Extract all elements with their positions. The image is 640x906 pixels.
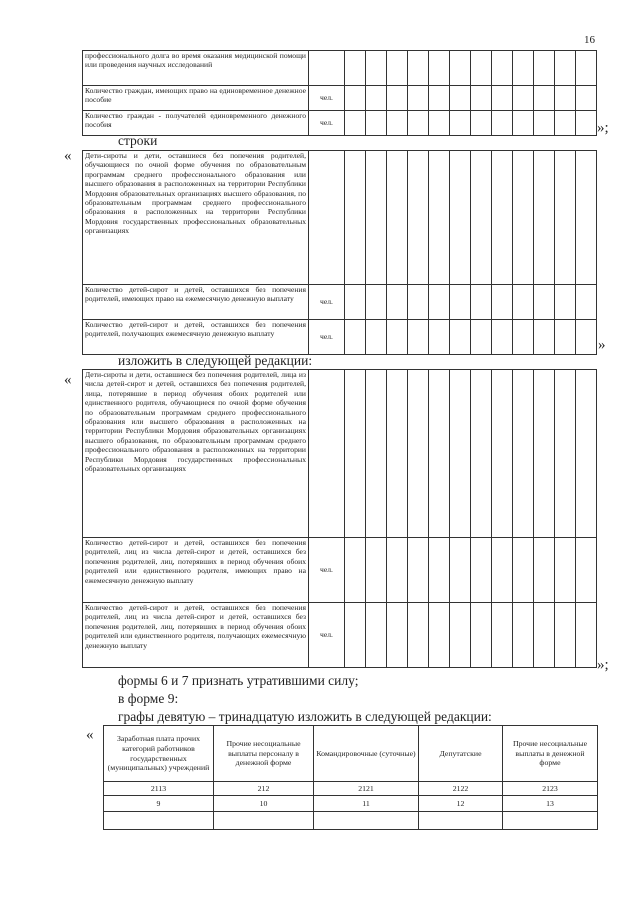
- table-row-numbers: [104, 796, 598, 812]
- open-quote: «: [64, 372, 72, 388]
- code-cell: 2123: [503, 782, 598, 796]
- row-label: Количество детей-сирот и детей, оставшихся без попечения родителей, имеющих право на ежемесячную денежную выплату: [83, 285, 309, 320]
- table-row: [83, 151, 597, 285]
- column-header: Прочие несоциальные выплаты персоналу в денежной форме: [214, 726, 314, 782]
- unit-cell: чел.: [309, 111, 345, 136]
- code-cell: 212: [214, 782, 314, 796]
- unit-cell: чел.: [309, 86, 345, 111]
- row-label: Дети-сироты и дети, оставшиеся без попечения родителей, обучающиеся по очной форме обучения по образовательным программам среднего профессионального образования или высшего образования в расположенных на территории Республики Мордовия образовательных организациях высшего образования, по образовательным программам среднего профессионального образования в расположенных на территории Республики Мордовия государственных профессиональных образовательных организациях: [83, 151, 309, 285]
- unit-cell: чел.: [309, 320, 345, 355]
- code-cell: 2121: [314, 782, 419, 796]
- close-quote: »;: [597, 657, 609, 673]
- row-label: Дети-сироты и дети, оставшиеся без попечения родителей, лица из числа детей-сирот и детей, оставшихся без попечения родителей, лица, потерявшие в период обучения обоих родителей или единственного родителя, обучающиеся по очной форме обучения по образовательным программам среднего профессионального образования или высшего образования в расположенных на территории Республики Мордовия образовательных организациях высшего образования, по образовательным программам среднего профессионального образования в расположенных на территории Республики Мордовия государственных профессиональных образовательных организациях: [83, 370, 309, 538]
- table-row-codes: [104, 782, 598, 796]
- table-row: [83, 51, 597, 86]
- unit-cell: чел.: [309, 538, 345, 603]
- table-row: [83, 603, 597, 668]
- number-cell: 11: [314, 796, 419, 812]
- number-cell: 13: [503, 796, 598, 812]
- unit-cell: чел.: [309, 285, 345, 320]
- table-rows-old: [82, 150, 597, 355]
- column-header: Командировочные (суточные): [314, 726, 419, 782]
- table-row: [83, 370, 597, 538]
- close-quote: »: [598, 337, 606, 353]
- table-row: [83, 320, 597, 355]
- column-header: Прочие несоциальные выплаты в денежной форме: [503, 726, 598, 782]
- number-cell: 10: [214, 796, 314, 812]
- table-rows-new: [82, 369, 597, 668]
- table-row-empty: [104, 812, 598, 830]
- column-header: Заработная плата прочих категорий работников государственных (муниципальных) учреждений: [104, 726, 214, 782]
- table-header-row: [104, 726, 598, 782]
- table-row: [83, 111, 597, 136]
- row-label: профессионального долга во время оказания медицинской помощи или проведения научных исследований: [83, 51, 309, 86]
- table-row: [83, 285, 597, 320]
- row-label: Количество детей-сирот и детей, оставшихся без попечения родителей, получающих ежемесячную денежную выплату: [83, 320, 309, 355]
- heading-new-edition: изложить в следующей редакции:: [118, 353, 313, 368]
- row-label: Количество граждан - получателей единовременного денежного пособия: [83, 111, 309, 136]
- number-cell: 12: [419, 796, 503, 812]
- open-quote: «: [86, 727, 94, 743]
- code-cell: 2113: [104, 782, 214, 796]
- column-header: Депутатские: [419, 726, 503, 782]
- unit-cell: чел.: [309, 603, 345, 668]
- text-forms-6-7: формы 6 и 7 признать утратившими силу;: [118, 673, 359, 688]
- code-cell: 2122: [419, 782, 503, 796]
- text-form-9: в форме 9:: [118, 691, 179, 706]
- open-quote: «: [64, 148, 72, 164]
- table-form-9-columns: [103, 725, 598, 830]
- table-row: [83, 538, 597, 603]
- table-form-continuation: [82, 50, 597, 136]
- number-cell: 9: [104, 796, 214, 812]
- text-columns: графы девятую – тринадцатую изложить в следующей редакции:: [118, 709, 492, 724]
- heading-stroki: строки: [118, 133, 158, 148]
- page-number: 16: [584, 34, 595, 46]
- close-quote: »;: [597, 120, 609, 136]
- row-label: Количество детей-сирот и детей, оставшихся без попечения родителей, лиц из числа детей-сирот и детей, оставшихся без попечения родителей, лиц, потерявших в период обучения обоих родителей или единственного родителя, имеющих право на ежемесячную денежную выплату: [83, 538, 309, 603]
- row-label: Количество детей-сирот и детей, оставшихся без попечения родителей, лиц из числа детей-сирот и детей, оставшихся без попечения родителей, лиц, потерявших в период обучения обоих родителей или единственного родителя, получающих ежемесячную денежную выплату: [83, 603, 309, 668]
- table-row: [83, 86, 597, 111]
- row-label: Количество граждан, имеющих право на единовременное денежное пособие: [83, 86, 309, 111]
